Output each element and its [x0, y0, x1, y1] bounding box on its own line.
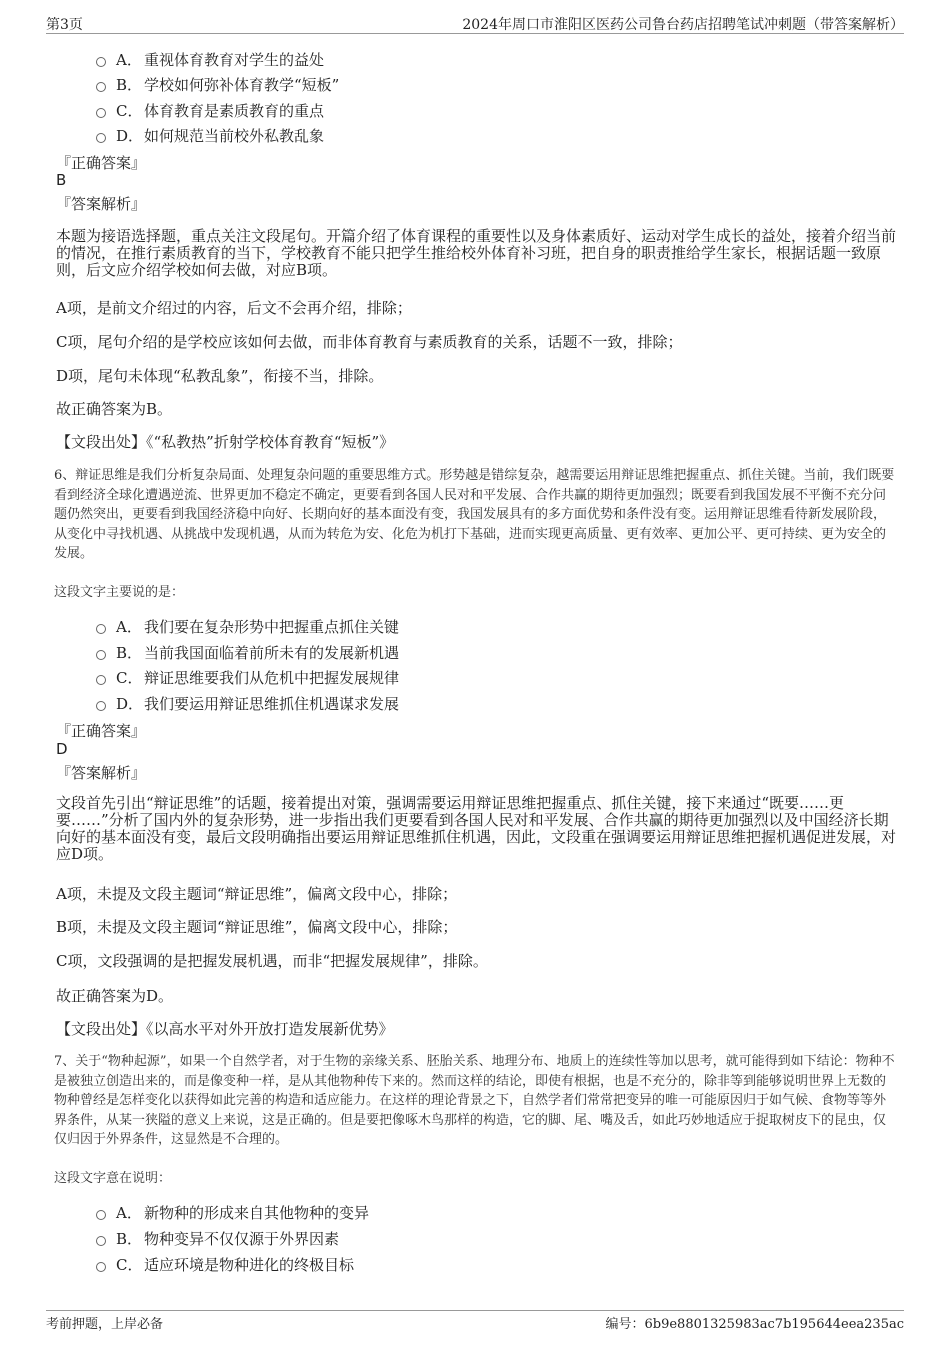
- q5-source: 【文段出处】《“私教热”折射学校体育教育“短板”》: [56, 433, 395, 451]
- q7-stem: 这段文字意在说明：: [54, 1171, 172, 1186]
- q6-analysis-line-b: B项，未提及文段主题词“辩证思维”，偏离文段中心，排除；: [56, 918, 458, 936]
- page-number: 第3页: [46, 17, 83, 33]
- q6-analysis-line-c: C项，文段强调的是把握发展机遇，而非“把握发展规律”，排除。: [56, 952, 488, 970]
- q6-answer: D: [56, 740, 68, 758]
- q6-stem: 这段文字主要说的是：: [54, 585, 185, 600]
- option-text: 体育教育是素质教育的重点: [144, 102, 325, 120]
- q5-analysis-line-a: A项，是前文介绍过的内容，后文不会再介绍，排除；: [56, 299, 412, 317]
- q6-option-a[interactable]: A． 我们要在复杂形势中把握重点抓住关键: [96, 616, 399, 637]
- option-text: 新物种的形成来自其他物种的变异: [144, 1204, 370, 1222]
- q6-source: 【文段出处】《以高水平对外开放打造发展新优势》: [56, 1020, 394, 1038]
- q5-answer: B: [56, 171, 67, 189]
- q5-option-d[interactable]: D． 如何规范当前校外私教乱象: [96, 125, 324, 146]
- q7-option-b[interactable]: B． 物种变异不仅仅源于外界因素: [96, 1228, 339, 1249]
- q5-conclusion: 故正确答案为B。: [56, 400, 173, 418]
- q5-analysis-tag: 『答案解析』: [56, 195, 147, 213]
- radio-icon[interactable]: [96, 701, 106, 711]
- header-divider: [46, 33, 904, 34]
- q6-analysis: 文段首先引出“辩证思维”的话题，接着提出对策，强调需要运用辩证思维把握重点、抓住关键，接下来通过“既要……更要……”分析了国内外的复杂形势，进一步指出我们更要看到各国人民对和平发展、合作共赢的期待更加强烈以及中国经济长期向好的基本面没有变，最后文段明确指出要运用辩证思维抓住机遇，因此，文段重在强调要运用辩证思维把握机遇促进发展，对应D项。: [56, 794, 897, 863]
- radio-icon[interactable]: [96, 675, 106, 685]
- radio-icon[interactable]: [96, 108, 106, 118]
- q5-option-a[interactable]: A． 重视体育教育对学生的益处: [96, 49, 324, 70]
- footer-divider: [46, 1310, 904, 1311]
- option-text: 物种变异不仅仅源于外界因素: [144, 1230, 340, 1248]
- radio-icon[interactable]: [96, 650, 106, 660]
- option-text: 当前我国面临着前所未有的发展新机遇: [144, 644, 400, 662]
- footer-slogan: 考前押题，上岸必备: [46, 1317, 164, 1332]
- radio-icon[interactable]: [96, 1210, 106, 1220]
- radio-icon[interactable]: [96, 1262, 106, 1272]
- option-text: 我们要在复杂形势中把握重点抓住关键: [144, 618, 400, 636]
- q6-passage: 6、辩证思维是我们分析复杂局面、处理复杂问题的重要思维方式。形势越是错综复杂，越需要运用辩证思维把握重点、抓住关键。当前，我们既要看到经济全球化遭遇逆流、世界更加不稳定不确定，更要看到各国人民对和平发展、合作共赢的期待更加强烈；既要看到我国发展不平衡不充分问题仍然突出，更要看到我国经济稳中向好、长期向好的基本面没有变，我国发展具有的多方面优势和条件没有变。运用辩证思维看待新发展阶段，从变化中寻找机遇、从挑战中发现机遇，从而为转危为安、化危为机打下基础，进而实现更高质量、更有效率、更加公平、更可持续、更为安全的发展。: [54, 468, 895, 561]
- q7-passage: 7、关于“物种起源”，如果一个自然学者，对于生物的亲缘关系、胚胎关系、地理分布、地质上的连续性等加以思考，就可能得到如下结论：物种不是被独立创造出来的，而是像变种一样，是从其他物种传下来的。然而这样的结论，即使有根据，也是不充分的，除非等到能够说明世界上无数的物种曾经是怎样变化以获得如此完善的构造和适应能力。在这样的理论背景之下，自然学者们常常把变异的唯一可能原因归于如气候、食物等等外界条件，从某一狭隘的意义上来说，这是正确的。但是要把像啄木鸟那样的构造，它的脚、尾、嘴及舌，如此巧妙地适应于捉取树皮下的昆虫，仅仅归因于外界条件，这显然是不合理的。: [54, 1054, 895, 1147]
- radio-icon[interactable]: [96, 624, 106, 634]
- option-text: 辩证思维要我们从危机中把握发展规律: [144, 669, 400, 687]
- q6-conclusion: 故正确答案为D。: [56, 987, 174, 1005]
- q7-option-c[interactable]: C． 适应环境是物种进化的终极目标: [96, 1254, 354, 1275]
- q6-analysis-line-a: A项，未提及文段主题词“辩证思维”，偏离文段中心，排除；: [56, 885, 458, 903]
- q5-analysis: 本题为接语选择题，重点关注文段尾句。开篇介绍了体育课程的重要性以及身体素质好、运动对学生成长的益处，接着介绍当前的情况，在推行素质教育的当下，学校教育不能只把学生推给校外体育补习班，把自身的职责推给学生家长，根据话题一致原则，后文应介绍学校如何去做，对应B项。: [56, 227, 897, 279]
- radio-icon[interactable]: [96, 1236, 106, 1246]
- q5-analysis-line-c: C项，尾句介绍的是学校应该如何去做，而非体育教育与素质教育的关系，话题不一致，排除；: [56, 333, 683, 351]
- radio-icon[interactable]: [96, 57, 106, 67]
- option-text: 我们要运用辩证思维抓住机遇谋求发展: [144, 695, 400, 713]
- q5-analysis-line-d: D项，尾句未体现“私教乱象”，衔接不当，排除。: [56, 367, 384, 385]
- q7-option-a[interactable]: A． 新物种的形成来自其他物种的变异: [96, 1202, 369, 1223]
- option-text: 学校如何弥补体育教学“短板”: [144, 76, 340, 94]
- radio-icon[interactable]: [96, 133, 106, 143]
- document-title: 2024年周口市淮阳区医药公司鲁台药店招聘笔试冲刺题（带答案解析）: [462, 17, 904, 33]
- document-id: 编号：6b9e8801325983ac7b195644eea235ac: [605, 1317, 904, 1332]
- q6-answer-tag: 『正确答案』: [56, 722, 147, 740]
- q6-option-c[interactable]: C． 辩证思维要我们从危机中把握发展规律: [96, 667, 399, 688]
- radio-icon[interactable]: [96, 82, 106, 92]
- q5-option-c[interactable]: C． 体育教育是素质教育的重点: [96, 100, 324, 121]
- option-text: 重视体育教育对学生的益处: [144, 51, 325, 69]
- q5-option-b[interactable]: B． 学校如何弥补体育教学“短板”: [96, 74, 339, 95]
- q6-option-d[interactable]: D． 我们要运用辩证思维抓住机遇谋求发展: [96, 693, 399, 714]
- option-text: 如何规范当前校外私教乱象: [144, 127, 325, 145]
- q6-option-b[interactable]: B． 当前我国面临着前所未有的发展新机遇: [96, 642, 399, 663]
- q5-answer-tag: 『正确答案』: [56, 154, 147, 172]
- option-text: 适应环境是物种进化的终极目标: [144, 1256, 355, 1274]
- q6-analysis-tag: 『答案解析』: [56, 764, 147, 782]
